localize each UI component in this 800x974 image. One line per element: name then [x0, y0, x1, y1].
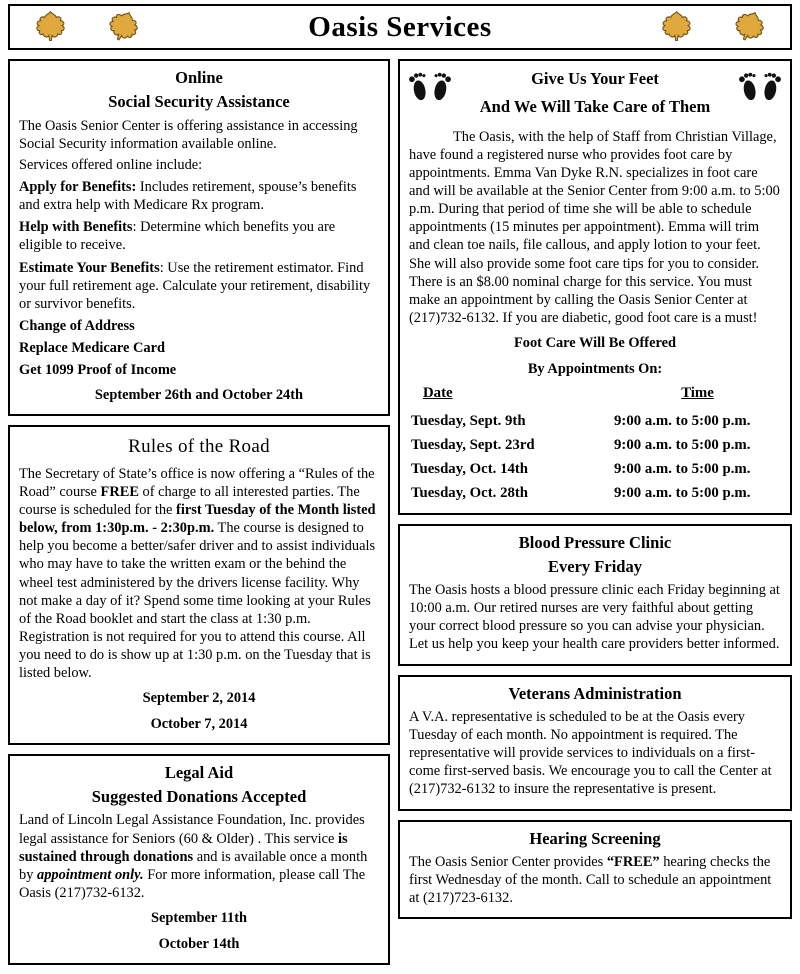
paragraph: Land of Lincoln Legal Assistance Foundation, Inc. provides legal assistance for Seniors (60 & Older) . This service is sustained through donations and is available once a month by appointment only. For more information, please call The Oasis (217)732-6132. — [19, 812, 368, 901]
section-subheading: And We Will Take Care of Them — [479, 97, 711, 117]
section-social-security — [8, 59, 390, 416]
schedule-date: Tuesday, Oct. 28th — [411, 485, 529, 502]
benefit-item: Replace Medicare Card — [19, 340, 165, 357]
section-heading: Give Us Your Feet — [531, 69, 659, 88]
section-heading: Rules of the Road — [128, 436, 270, 458]
footprints-icon — [409, 67, 451, 103]
leaf-decoration-left — [34, 8, 140, 45]
foot-care-titles — [451, 66, 739, 125]
paragraph: The Oasis, with the help of Staff from Christian Village, have found a registered nurse who provides foot care by appointments. Emma Van Dyke R.N. specializes in foot care and will be available at the Senior Center from 9:00 a.m. to 5:00 p.m. During that period of time she will be able to schedule appointments (15 minutes per appointment). Emma will trim and clean toe nails, file callous, and apply lotion to your feet. She will also provide some foot care tips for you to consider. There is an $8.00 nominal charge for this service. You must make an appointment by calling the Oasis Senior Center at (217)732-6132. If you are diabetic, good foot care is a must! — [409, 128, 780, 326]
schedule-date: Tuesday, Sept. 23rd — [411, 437, 535, 454]
benefit-item: Help with Benefits: Determine which benefits you are eligible to receive. — [19, 219, 336, 254]
section-subheading: Suggested Donations Accepted — [91, 787, 307, 807]
section-legal-aid — [8, 754, 390, 965]
left-column — [8, 59, 390, 974]
section-blood-pressure — [398, 524, 792, 666]
legal-date: October 14th — [158, 935, 240, 952]
section-heading: Blood Pressure Clinic — [518, 532, 672, 552]
section-heading: Veterans Administration — [508, 683, 682, 703]
benefit-item: Estimate Your Benefits: Use the retirement estimator. Find your full retirement age. Calculate your retirement, disability or survivor benefits. — [19, 259, 371, 312]
course-date: October 7, 2014 — [150, 716, 248, 733]
leaf-decoration-right — [660, 8, 766, 45]
section-heading: Online — [175, 68, 223, 87]
paragraph: The Secretary of State’s office is now offering a “Rules of the Road” course FREE of charge to all interested parties. The course is scheduled for the first Tuesday of the Month listed below, from 1:30p.m. - 2:30p.m. The course is designed to help you become a better/safer driver and to assist individuals who may have to take the written exam or the behind the wheel test administered by the drivers license facility. Why not make a day of it? Spend some time looking at your Rules of the Road booklet and start the class at 1:30 p.m. Registration is not required for you to attend this course. All you need to do is show up at 1:30 p.m. on the Tuesday that is listed below. — [19, 465, 376, 682]
schedule-date: Tuesday, Oct. 14th — [411, 461, 529, 478]
right-column — [398, 59, 792, 928]
appointment-schedule — [409, 385, 781, 506]
footprints-icon — [739, 67, 781, 103]
section-subheading: Every Friday — [548, 556, 642, 576]
oak-leaf-icon — [34, 8, 67, 45]
section-subheading: Social Security Assistance — [108, 92, 290, 112]
oak-leaf-icon — [727, 3, 771, 50]
paragraph: The Oasis hosts a blood pressure clinic each Friday beginning at 10:00 a.m. Our retired nurses are very faithful about getting your correct blood pressure so you can advise your physician. Let us help you keep your health care providers better informed. — [409, 582, 780, 653]
column-header-date: Date — [423, 384, 453, 401]
schedule-time: 9:00 a.m. to 5:00 p.m. — [614, 413, 751, 430]
paragraph: Services offered online include: — [19, 156, 203, 173]
schedule-row — [409, 482, 781, 506]
oak-leaf-icon — [101, 3, 145, 50]
content-columns — [8, 59, 792, 974]
schedule-time: 9:00 a.m. to 5:00 p.m. — [614, 437, 751, 454]
oak-leaf-icon — [660, 8, 693, 45]
paragraph: A V.A. representative is scheduled to be at the Oasis every Tuesday of each month. No appointment is required. The representative will provide services to individuals on a first- come first-served basis. We encourage you to call the Center at (217)732-6132 to insure the representative is present. — [409, 708, 772, 798]
foot-care-header — [409, 66, 781, 125]
column-header-time: Time — [681, 384, 714, 401]
schedule-title: Foot Care Will Be Offered — [514, 335, 676, 352]
schedule-row — [409, 434, 781, 458]
course-date: September 2, 2014 — [142, 690, 256, 707]
schedule-row — [409, 458, 781, 482]
schedule-subtitle: By Appointments On: — [527, 360, 663, 377]
paragraph: The Oasis Senior Center is offering assistance in accessing Social Security information available online. — [19, 117, 358, 152]
schedule-header-row — [409, 385, 781, 402]
schedule-time: 9:00 a.m. to 5:00 p.m. — [614, 485, 751, 502]
benefit-item: Change of Address — [19, 317, 135, 334]
legal-date: September 11th — [150, 910, 248, 927]
schedule-date: Tuesday, Sept. 9th — [411, 413, 526, 430]
section-hearing-screening — [398, 820, 792, 920]
benefit-item: Get 1099 Proof of Income — [19, 362, 177, 379]
section-heading: Legal Aid — [164, 762, 234, 782]
masthead — [8, 4, 792, 50]
page-title: Oasis Services — [308, 10, 492, 43]
schedule-time: 9:00 a.m. to 5:00 p.m. — [614, 461, 751, 478]
session-dates: September 26th and October 24th — [94, 387, 304, 404]
paragraph: The Oasis Senior Center provides “FREE” hearing checks the first Wednesday of the month. Call to schedule an appointment at (217)723-6132. — [409, 853, 772, 907]
schedule-row — [409, 410, 781, 434]
section-rules-of-the-road — [8, 425, 390, 745]
section-veterans-administration — [398, 675, 792, 811]
section-foot-care — [398, 59, 792, 515]
section-heading: Hearing Screening — [529, 828, 661, 848]
benefit-item: Apply for Benefits: Includes retirement, spouse’s benefits and extra help with Medicare Rx program. — [19, 178, 357, 214]
